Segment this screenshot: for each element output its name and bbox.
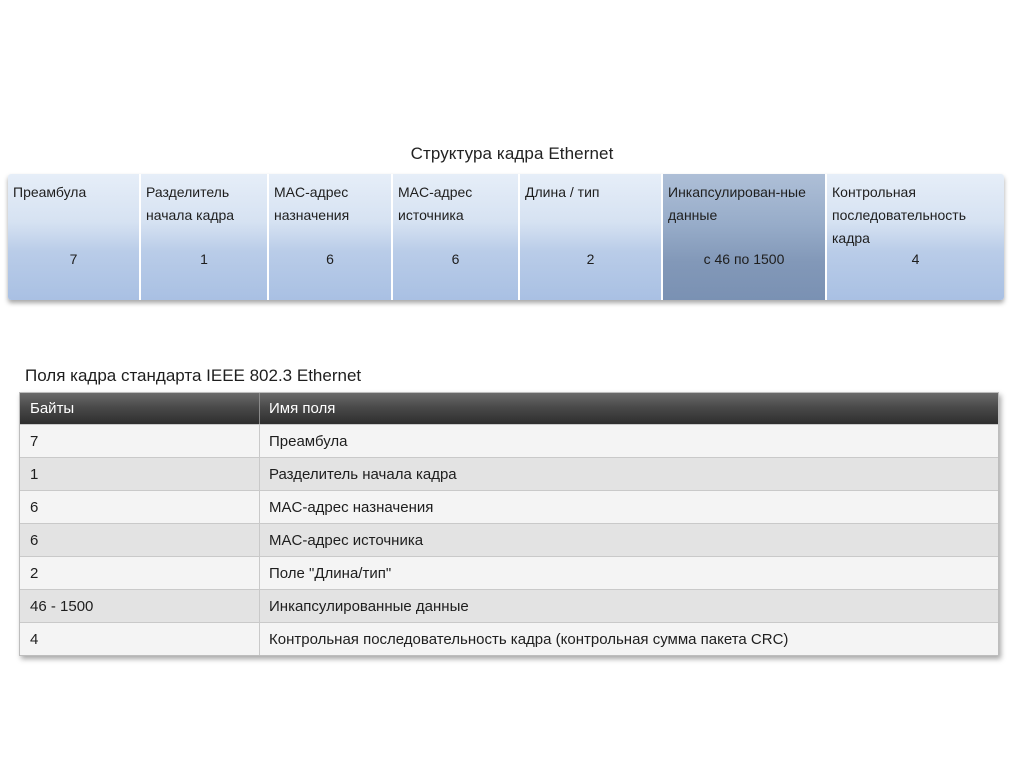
frame-field-name: MAC-адрес назначения bbox=[274, 184, 350, 223]
cell-field-name: Разделитель начала кадра bbox=[269, 465, 457, 483]
column-header-bytes: Байты bbox=[20, 393, 260, 424]
cell-field-name: Преамбула bbox=[269, 432, 348, 450]
cell-field-name: Инкапсулированные данные bbox=[269, 597, 469, 615]
frame-field-start-delimiter bbox=[139, 174, 267, 300]
frame-field-size: 7 bbox=[69, 251, 78, 267]
frame-field-preamble bbox=[8, 174, 139, 300]
frame-field-size: 6 bbox=[451, 251, 460, 267]
table-body bbox=[20, 424, 998, 655]
frame-field-source-mac bbox=[391, 174, 518, 300]
frame-field-destination-mac bbox=[267, 174, 391, 300]
frame-field-length-type bbox=[518, 174, 661, 300]
frame-field-name: Длина / тип bbox=[525, 184, 600, 200]
cell-bytes: 2 bbox=[20, 557, 260, 589]
cell-bytes: 7 bbox=[20, 425, 260, 457]
frame-field-fcs bbox=[825, 174, 1004, 300]
frame-field-name: Разделитель начала кадра bbox=[146, 184, 235, 223]
ieee-fields-table bbox=[19, 392, 999, 656]
table-row bbox=[20, 523, 998, 556]
cell-field-name: Поле "Длина/тип" bbox=[269, 564, 392, 582]
cell-field-name: Контрольная последовательность кадра (контрольная сумма пакета CRC) bbox=[269, 630, 789, 648]
table-header-row bbox=[20, 393, 998, 424]
frame-field-size: 1 bbox=[200, 251, 208, 267]
table-row bbox=[20, 622, 998, 655]
frame-field-encapsulated-data bbox=[661, 174, 825, 300]
frame-field-size: с 46 по 1500 bbox=[703, 251, 785, 267]
frame-field-name: Контрольная последовательность кадра bbox=[832, 184, 966, 246]
frame-structure-title: Структура кадра Ethernet bbox=[410, 144, 614, 163]
cell-bytes: 6 bbox=[20, 491, 260, 523]
fields-table-title: Поля кадра стандарта IEEE 802.3 Ethernet bbox=[25, 366, 362, 385]
table-row bbox=[20, 490, 998, 523]
cell-bytes: 46 - 1500 bbox=[20, 590, 260, 622]
ethernet-frame-diagram bbox=[8, 174, 1004, 300]
frame-field-size: 6 bbox=[326, 251, 334, 267]
column-header-field-name: Имя поля bbox=[269, 400, 336, 417]
frame-field-size: 4 bbox=[911, 251, 920, 267]
table-row bbox=[20, 424, 998, 457]
table-row bbox=[20, 457, 998, 490]
frame-field-name: Инкапсулирован-ные данные bbox=[668, 184, 806, 223]
cell-bytes: 1 bbox=[20, 458, 260, 490]
table-row bbox=[20, 556, 998, 589]
cell-bytes: 6 bbox=[20, 524, 260, 556]
cell-field-name: MAC-адрес источника bbox=[269, 531, 424, 549]
frame-field-name: MAC-адрес источника bbox=[398, 184, 473, 223]
cell-bytes: 4 bbox=[20, 623, 260, 655]
frame-field-name: Преамбула bbox=[13, 184, 87, 200]
frame-field-size: 2 bbox=[586, 251, 595, 267]
table-row bbox=[20, 589, 998, 622]
cell-field-name: MAC-адрес назначения bbox=[269, 498, 434, 516]
